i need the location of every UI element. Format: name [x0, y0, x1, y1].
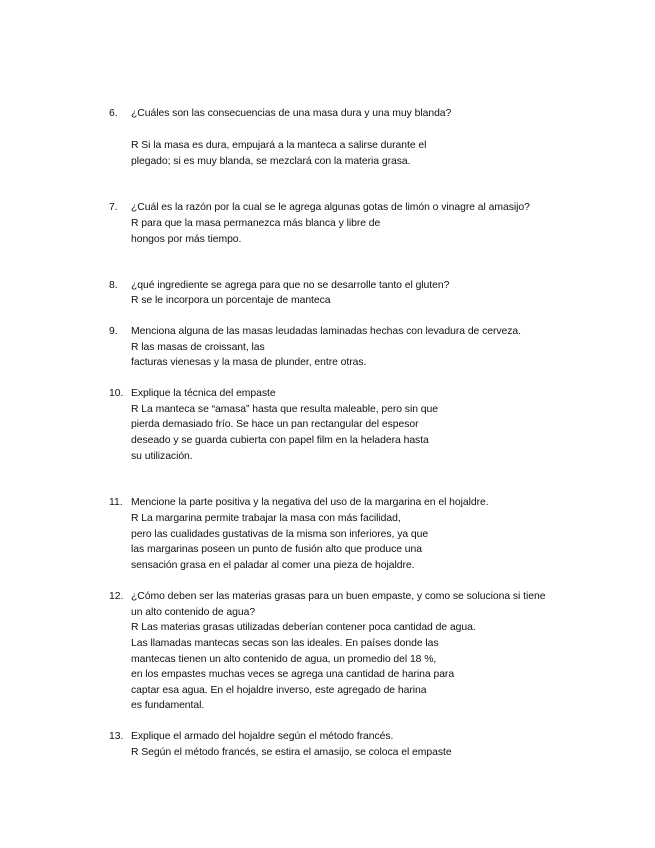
question-text: ¿Cuáles son las consecuencias de una masa dura y una muy blanda?	[131, 108, 452, 119]
question-text: Menciona alguna de las masas leudadas laminadas hechas con levadura de cerveza.	[131, 326, 521, 337]
question-text: Explique el armado del hojaldre según el método francés.	[131, 731, 394, 742]
question-text: un alto contenido de agua?	[131, 607, 256, 618]
question-number: 11.	[109, 497, 123, 508]
answer-line: R La manteca se “amasa” hasta que resulta maleable, pero sin que	[131, 404, 438, 415]
answer-line: R para que la masa permanezca más blanca y libre de	[131, 218, 381, 229]
question-number: 7.	[109, 202, 118, 213]
answer-line: su utilización.	[131, 451, 193, 462]
answer-line: facturas vienesas y la masa de plunder, entre otras.	[131, 357, 367, 368]
question-number: 9.	[109, 326, 118, 337]
question-text: Mencione la parte positiva y la negativa del uso de la margarina en el hojaldre.	[131, 497, 489, 508]
question-number: 6.	[109, 108, 118, 119]
answer-line: deseado y se guarda cubierta con papel film en la heladera hasta	[131, 435, 429, 446]
answer-line: plegado; si es muy blanda, se mezclará con la materia grasa.	[131, 156, 411, 167]
question-number: 12.	[109, 591, 124, 602]
answer-line: R La margarina permite trabajar la masa con más facilidad,	[131, 513, 401, 524]
answer-line: pierda demasiado frío. Se hace un pan rectangular del espesor	[131, 419, 419, 430]
question-text: Explique la técnica del empaste	[131, 388, 276, 399]
question-text: ¿qué ingrediente se agrega para que no se desarrolle tanto el gluten?	[131, 280, 450, 291]
answer-line: captar esa agua. En el hojaldre inverso, este agregado de harina	[131, 685, 427, 696]
answer-line: R Las materias grasas utilizadas deberían contener poca cantidad de agua.	[131, 622, 476, 633]
question-number: 13.	[109, 731, 124, 742]
question-text: ¿Cuál es la razón por la cual se le agrega algunas gotas de limón o vinagre al amasijo?	[131, 202, 530, 213]
answer-line: sensación grasa en el paladar al comer una pieza de hojaldre.	[131, 560, 415, 571]
question-number: 8.	[109, 280, 118, 291]
answer-line: R se le incorpora un porcentaje de manteca	[131, 295, 331, 306]
answer-line: mantecas tienen un alto contenido de agua, un promedio del 18 %,	[131, 654, 437, 665]
answer-line: R Según el método francés, se estira el amasijo, se coloca el empaste	[131, 747, 452, 758]
answer-line: R las masas de croissant, las	[131, 342, 265, 353]
question-number: 10.	[109, 388, 124, 399]
answer-line: es fundamental.	[131, 700, 205, 711]
answer-line: hongos por más tiempo.	[131, 234, 242, 245]
answer-line: las margarinas poseen un punto de fusión alto que produce una	[131, 544, 422, 555]
answer-line: Las llamadas mantecas secas son las ideales. En países donde las	[131, 638, 439, 649]
answer-line: R Si la masa es dura, empujará a la manteca a salirse durante el	[131, 140, 427, 151]
answer-line: pero las cualidades gustativas de la misma son inferiores, ya que	[131, 529, 429, 540]
answer-line: en los empastes muchas veces se agrega una cantidad de harina para	[131, 669, 455, 680]
question-text: ¿Cómo deben ser las materias grasas para un buen empaste, y como se soluciona si tiene	[131, 591, 546, 602]
